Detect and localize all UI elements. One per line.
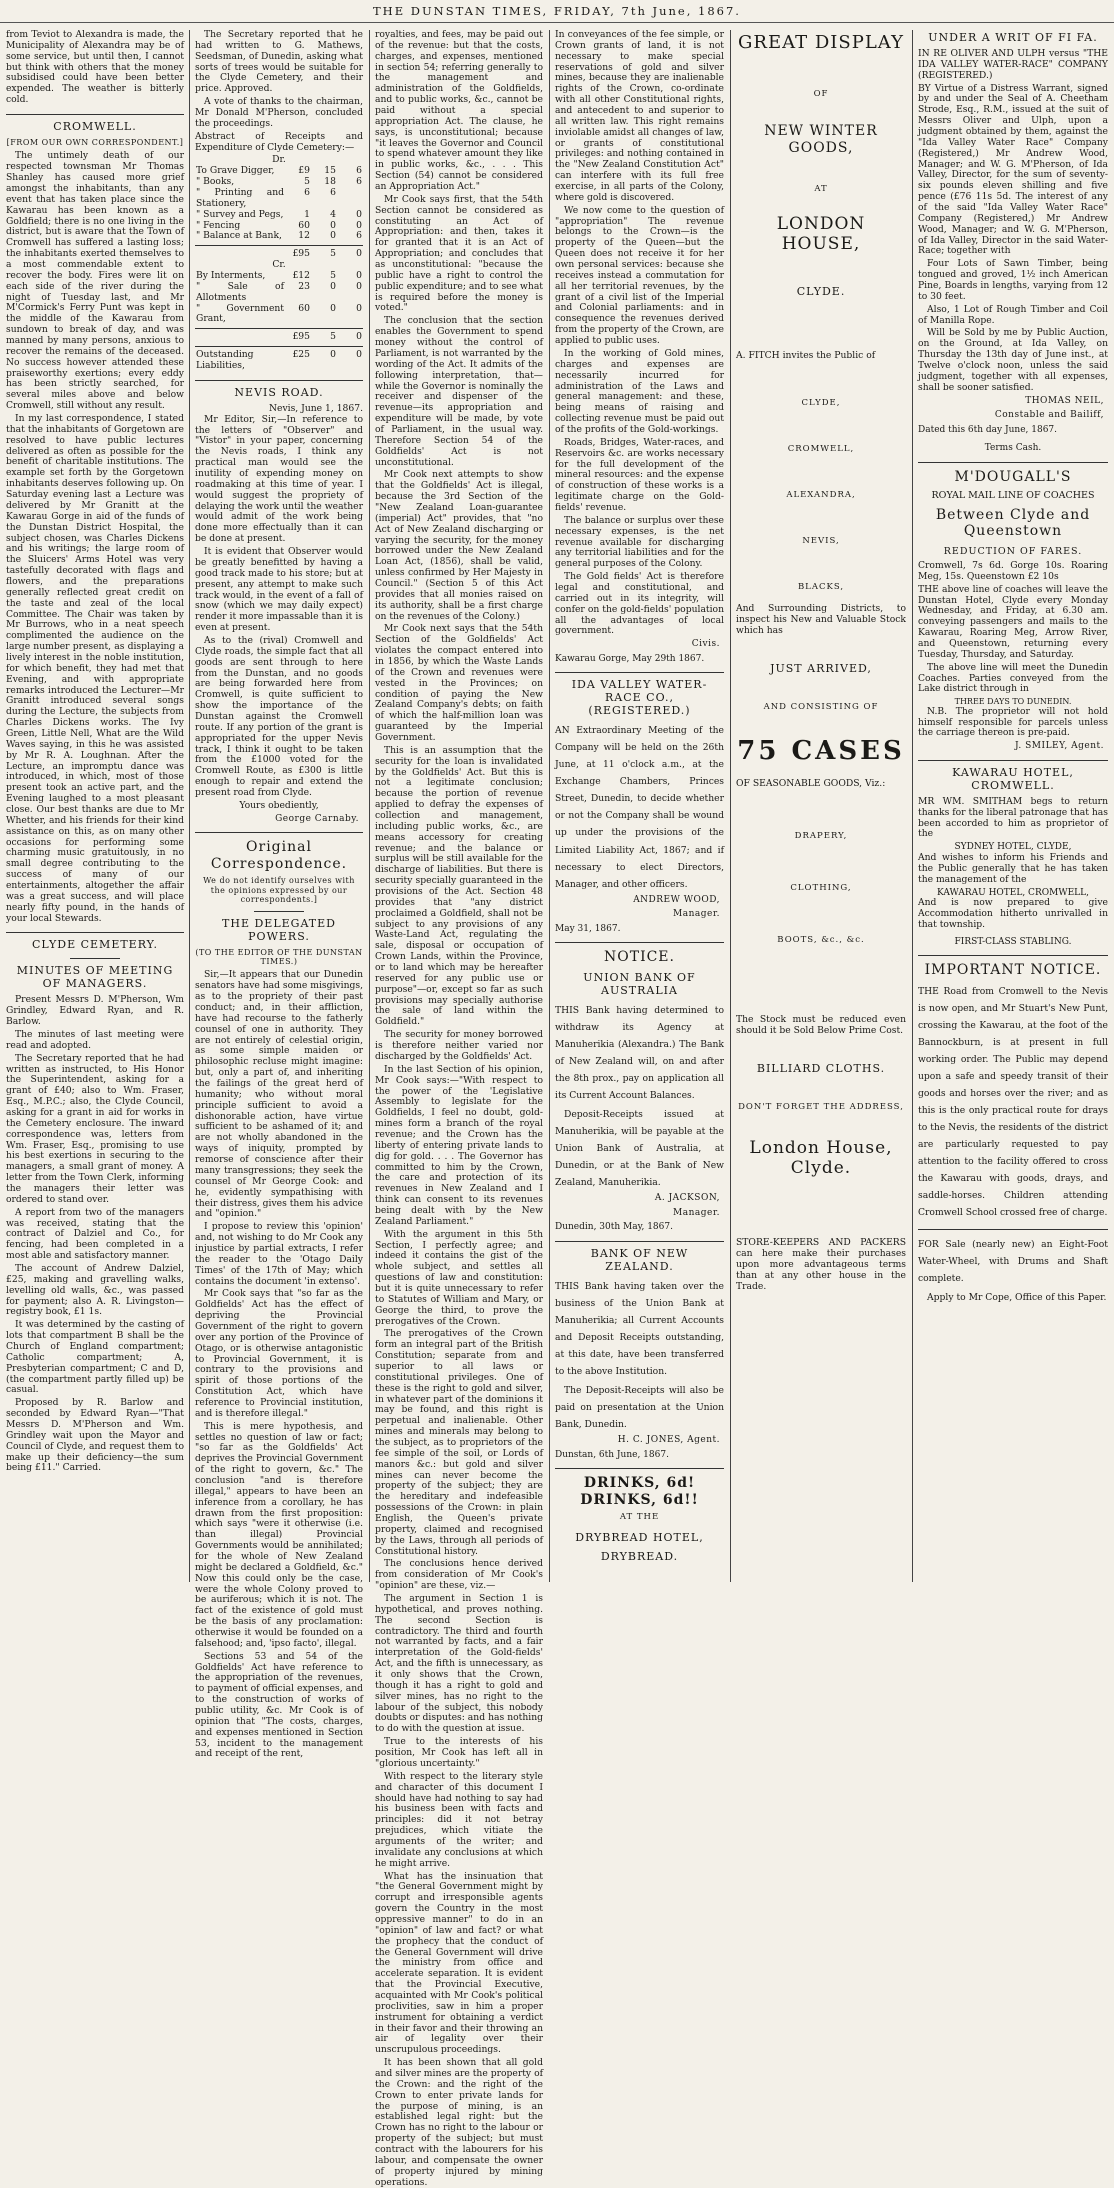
ad-text: And wishes to inform his Friends and the Public generally that he has taken the management of the [918, 851, 1108, 885]
accounts-title: Abstract of Receipts and Expenditure of Clyde Cemetery:— [195, 130, 363, 153]
article-text: Sections 53 and 54 of the Goldfields' Act have reference to the appropriation of the revenues, to payment of official expenses, and to the construction of works of public utility, &c. Mr Cook is of opinion that "The costs, charges, and expenses mentioned in Section 53, incident to the management and receipt of the rent, [195, 1650, 363, 1760]
account-label: " Printing and Stationery, [196, 187, 284, 209]
amount-pence: 6 [356, 230, 362, 242]
article-text: Sir,—It appears that our Dunedin senators have had some misgivings, as to the propriety of their past conduct; and, in their affliction, have had recourse to the fatherly counsel of one in authority. They are not entirely of celestial origin, as some simple maiden or philosophic recluse might imagine: but, only a part of, and inheriting the failings of the great herd of humanity; who without moral principle sufficient to avoid a dishonorable action, have virtue sufficient to be ashamed of it; and are not wholly abandoned in the ways of iniquity, prompted by remorse of conscience after their many transgressions; they seek the counsel of Mr George Cook: and he, evidently sympathising with their distress, gives them his advice and "opinion." [195, 969, 363, 1220]
article-text: In conveyances of the fee simple, or Crown grants of land, it is not necessary to make special reservations of gold and silver mines, because they are inalienable rights of the Crown, co-ordinate with all other Constitutional rights, and antecedent to and superior to all written law. This right remains inviolable amidst all changes of law, or grants of constitutional privileges: and nothing contained in the "New Zealand Constitution Act" can interfere with its full free exercise, in all parts of the Colony, where gold is discovered. [555, 29, 724, 203]
place-name: ALEXANDRA, [786, 490, 856, 501]
amount-pence: 6 [356, 165, 362, 177]
total-pounds: £95 [292, 331, 310, 343]
article-text: A report from two of the managers was received, stating that the contract of Dalziel and Co., for fencing, had been completed in a most able and satisfactory manner. [6, 1206, 184, 1262]
ad-heading: DRINKS, 6d! DRINKS, 6d!! [580, 1475, 699, 1508]
amount-pounds: 6 [304, 187, 310, 199]
total-shillings: 5 [330, 331, 336, 343]
divider [555, 1241, 724, 1242]
article-text: It is evident that Observer would be greatly benefitted by having a good track made to his store; but at present, any attempt to make such track would, in the event of a fall of snow (which we may daily expect) render it more impassable than it is even at present. [195, 546, 363, 634]
amount-pence: 0 [356, 270, 362, 282]
ad-heading: UNDER A WRIT OF FI FA. [928, 31, 1098, 44]
ad-text: Deposit-Receipts issued at Manuherikia, will be payable at the Union Bank of Australia, at Dunedin, or at the Bank of New Zealand, Manuherikia. [555, 1108, 724, 1188]
letter-closing: Yours obediently, [239, 799, 319, 811]
total-shillings: 0 [330, 349, 336, 361]
article-text: A vote of thanks to the chairman, Mr Donald M'Pherson, concluded the proceedings. [195, 96, 363, 129]
ad-text: KAWARAU HOTEL, CROMWELL, [937, 887, 1089, 898]
amount-pence: 6 [356, 176, 362, 188]
ad-text: FOR Sale (nearly new) an Eight-Foot Water-Wheel, with Drums and Shaft complete. [918, 1239, 1108, 1285]
amount-pounds: £12 [292, 270, 310, 282]
article-text: We now come to the question of "appropriation" The revenue belongs to the Crown—is the property of the Queen—but the Queen does not receive it for her own personal services: because she receives instead a commutation for all her territorial revenues, by the grant of a civil list of the Imperial and Colonial parliaments: and in consequence the revenues derived from the property of the Crown, are applied to public uses. [555, 204, 724, 347]
ad-heading: JUST ARRIVED, [770, 661, 872, 675]
ad-text: And is now prepared to give Accommodation hitherto unrivalled in that township. [918, 897, 1108, 930]
article-text: In my last correspondence, I stated that the inhabitants of Gorgetown are resolved to have public lectures delivered as often as possible for the benefit of charitable institutions. The example set forth by the Gorgetown inhabitants deserves following up. On Saturday evening last a Lecture was delivered by Mr Granitt at the Kawarau Gorge in aid of the funds of the Dunstan District Hospital, the subject chosen, was Charles Dickens and his writings; the large room of the Sluicers' Arms Hotel was very tastefully decorated with flags and flowers, and the preparations generally reflected great credit on the taste and zeal of the local Committee. The Chair was taken by Mr Burrows, who in a neat speech complimented the audience on the large number present, as displaying a lively interest in the noble institution, for which benefit, they had met that Evening, and with appropriate remarks introduced the Lecturer—Mr Granitt introduced several songs during the Lecture, the subjects from Charles Dickens works. The Ivy Green, Little Nell, What are the Wild Waves saying, in this he was assisted by Mr R. A. Loughnan. After the Lecture, an impromptu dance was introduced, in which, most of those present took an active part, and the Evening laughed to a most pleasant close. Our best thanks are due to Mr Whetter, and his friends for their kind assistance on this, as on many other occasions for performing some charming music gratuitously, in no small degree contributing to the success of many of our entertainments, altogether the affair was a great success, and will place nearly fifty pound, in the hands of your local Stewards. [6, 413, 184, 924]
article-text: This is mere hypothesis, and settles no question of law or fact; "so far as the Goldfields' Act deprives the Provincial Government of the right to govern, &c." The conclusion "and is therefore illegal," appears to have been an inference from a corollary, he has drawn from the first proposition: which says "were it otherwise (i.e. than illegal) Provincial Governments would be annihilated; for the whole of New Zealand might be declared a Goldfield, &c." Now this could only be the case, were the whole Colony proved to be auriferous; which it is not. The fact of the existence of gold must be the basis of any proclamation: otherwise it would be founded on a falsehood; and, 'ipso facto', illegal. [195, 1420, 363, 1649]
dateline: Dunedin, 30th May, 1867. [555, 1222, 673, 1233]
account-label: " Fencing [196, 219, 241, 231]
ad-text: STORE-KEEPERS AND PACKERS can here make their purchases upon more advantageous terms than at any other house in the Trade. [736, 1237, 906, 1292]
ad-heading: IDA VALLEY WATER-RACE CO., (REGISTERED.) [571, 678, 708, 718]
dateline: May 31, 1867. [555, 923, 621, 934]
ad-text: BY Virtue of a Distress Warrant, signed by and under the Seal of A. Cheetham Strode, Esq., R.M., issued at the suit of Messrs Oliver and Ulph, upon a judgment obtained by them, against the "Ida Valley Water Race" Company (Registered,) Mr Andrew Wood, Manager; and W. G. M'Pherson, of Ida Valley, Director, for the sum of seventy-six pounds eleven shilling and five pence (£76 11s 5d. The interest of any of the said "Ida Valley Water Race" Company (Registered,) Mr Andrew Wood, Manager; and W. G. M'Pherson, of Ida Valley, Director in the said Water-Race; together with [918, 82, 1108, 257]
signature-title: Manager. [672, 909, 720, 920]
signature: ANDREW WOOD, [633, 894, 720, 905]
column-rule [912, 30, 913, 1582]
amount-pounds: 1 [304, 208, 310, 220]
divider [195, 380, 363, 381]
divider [195, 346, 363, 347]
divider [918, 760, 1108, 761]
ad-text: And Surrounding Districts, to inspect his New and Valuable Stock which has [736, 603, 906, 637]
ad-heading: DRYBREAD HOTEL, [575, 1531, 704, 1545]
article-text: In the last Section of his opinion, Mr Cook says:—"With respect to the power of the 'Legislative Assembly to legislate for the Goldfields, I feel no doubt, gold-mines form a branch of the royal revenue; and the Crown has the liberty of entering private lands to dig for gold. . . . The Governor has committed to him by the Crown, the care and protection of its revenues in New Zealand and I think can consent to its revenues being dealt with by the New Zealand Parliament." [375, 1063, 543, 1227]
amount-pounds: 12 [298, 230, 310, 242]
ad-text: SYDNEY HOTEL, CLYDE, [954, 842, 1072, 853]
column-4 [555, 30, 724, 1582]
account-row [195, 231, 363, 242]
masthead: THE DUNSTAN TIMES, FRIDAY, 7th June, 1867. [0, 0, 1114, 23]
divider [6, 114, 184, 115]
total-pence: 0 [356, 349, 362, 361]
amount-pounds: 60 [298, 219, 310, 231]
article-text: The Secretary reported that he had written to G. Mathews, Seedsman, of Dunedin, asking what sorts of trees would be suitable for the Clyde Cemetery, and their price. Approved. [195, 29, 363, 95]
article-text: True to the interests of his position, Mr Cook has left all in "glorious uncertainty." [375, 1736, 543, 1769]
amount-pence: 0 [356, 219, 362, 231]
ad-text: AT THE [619, 1512, 660, 1523]
account-label: " Books, [196, 176, 235, 188]
signature-title: Constable and Bailiff, [994, 410, 1104, 421]
total-pence: 0 [356, 331, 362, 343]
place-name: CROMWELL, [787, 444, 855, 455]
account-label: " Survey and Pegs, [196, 208, 284, 220]
column-5 [736, 30, 906, 1582]
amount-pence: 0 [356, 280, 362, 292]
article-text: The balance or surplus over these necessary expenses, is the net revenue available for discharging any territorial liabilities and for the general purposes of the Colony. [555, 514, 724, 570]
account-label: " Sale of Allotments [196, 280, 284, 303]
amount-shillings: 0 [330, 230, 336, 242]
section-heading: Original Correspondence. [210, 839, 348, 872]
ad-text: A. FITCH invites the Public of [736, 350, 876, 362]
ad-text: AND CONSISTING OF [763, 701, 879, 712]
article-text: With the argument in this 5th Section, I perfectly agree; and indeed it contains the gist of the whole subject, and settles all questions of law and constitution: but it is quite unnecessary to refer to Statutes of William and Mary, or George the third, to prove the prerogatives of the Crown. [375, 1228, 543, 1327]
ad-heading: NEW WINTER GOODS, [764, 123, 878, 156]
amount-shillings: 18 [324, 176, 336, 188]
credit-label: Cr. [272, 259, 286, 271]
divider [254, 911, 304, 912]
place-name: CLYDE, [801, 398, 841, 409]
column-rule [730, 30, 731, 1582]
section-subheading: (TO THE EDITOR OF THE DUNSTAN TIMES.) [195, 947, 363, 967]
article-text: The Gold fields' Act is therefore legal and constitutional, and carried out in its integrity, will confer on the gold-fields' population all the advantages of local government. [555, 571, 724, 637]
ad-heading: Between Clyde and Queenstown [935, 506, 1091, 540]
account-row [195, 304, 363, 326]
ad-text: Cromwell, 7s 6d. Gorge 10s. Roaring Meg, 15s. Queenstown £2 10s [918, 560, 1108, 582]
article-text: As to the (rival) Cromwell and Clyde roads, the simple fact that all goods are sent through to here from the Dunstan, and no goods are being forwarded here from Cromwell, is quite sufficient to show the importance of the Dunstan against the Cromwell route. If any portion of the grant is appropriated for the upper Nevis track, I think it ought to be taken from the £1000 voted for the Cromwell Route, as £300 is little enough to repair and extend the present road from Clyde. [195, 634, 363, 798]
account-row [195, 188, 363, 210]
section-heading: CLYDE CEMETERY. [31, 938, 158, 952]
article-text: This is an assumption that the security for the loan is invalidated by the Goldfields' Act. But this is not a legitimate conclusion; because the portion of revenue applied to defray the expenses of collection and management, including public works, &c., are means accessory for creating revenue; and the balance or surplus will be still available for the discharge of liabilities. But there is security specially guaranteed in the provisions of the Act. Section 48 provides that "any district proclaimed a Goldfield, shall not be subject to any provisions of any Waste-Land Act, regulating the sale, disposal or occupation of Crown Lands, within the Province, or to land which may be hereafter reserved for any public use or purpose"—or, except so far as such provisions may specially authorise the sale of land within the Goldfield." [375, 744, 543, 1028]
ad-heading: M'DOUGALL'S [954, 469, 1072, 486]
amount-shillings: 0 [330, 219, 336, 231]
ad-text: Terms Cash. [984, 443, 1042, 454]
article-text: In the working of Gold mines, charges and expenses are necessarily incurred for administration of the Laws and general management: and these, being means of raising and collecting revenue must be paid out of the profits of the Gold-workings. [555, 347, 724, 435]
outstanding-label: Outstanding Liabilities, [196, 349, 254, 372]
article-text: Mr Cook next attempts to show that the Goldfields' Act is illegal, because the 3rd Section of the "New Zealand Loan-guarantee (imperial) Act" provides, that "no Act of New Zealand discharging or varying the security, for the money borrowed under the New Zealand Loan Act, (1856), shall be valid, unless confirmed by Her Majesty in Council." (Section 5 of this Act provides that all monies raised on its authority, shall be a first charge on the revenues of the Colony.) [375, 469, 543, 622]
amount-pounds: 5 [304, 176, 310, 188]
column-rule [549, 30, 550, 1582]
ad-text: OF [813, 89, 829, 100]
ad-text: IN RE OLIVER AND ULPH versus "THE IDA VALLEY WATER-RACE" COMPANY (REGISTERED.) [918, 47, 1108, 81]
dateline: Kawarau Gorge, May 29th 1867. [555, 653, 705, 664]
column-rule [369, 30, 370, 1582]
total-pence: 0 [356, 248, 362, 260]
signature: Civis. [691, 639, 720, 650]
signature: H. C. JONES, Agent. [617, 1434, 720, 1445]
section-heading: MINUTES OF MEETING OF MANAGERS. [16, 964, 174, 991]
outstanding-liabilities [195, 350, 363, 372]
total-pounds: £25 [292, 349, 310, 361]
article-text: The untimely death of our respected townsman Mr Thomas Shanley has caused more grief amongst the inhabitants, than any event that has taken place since the Kawarau has been known as a Goldfield; there is no one living in the district, but is aware that the Town of Cromwell has suffered a lasting loss; the inhabitants exerted themselves to a most commendable extent to recover the body. Fires were lit on each side of the river during the night of Tuesday last, and Mr M'Cormick's Ferry Punt was kept in the middle of the Kawarau from sundown to break of day, and was manned by many persons, anxious to recover the remains of the deceased. No success however attended these praiseworthy exertions; every eddy has been strictly searched, for several miles above and below Cromwell, still without any result. [6, 150, 184, 412]
ad-heading: IMPORTANT NOTICE. [924, 962, 1102, 979]
place-name: BLACKS, [797, 582, 845, 593]
article-text: Proposed by R. Barlow and seconded by Edward Ryan—"That Messrs D. M'Pherson and Wm. Grindley wait upon the Mayor and Council of Clyde, and request them to make up their deficiency—the sum being £11." Carried. [6, 1397, 184, 1474]
article-text: Mr Cook next says that the 54th Section of the Goldfields' Act violates the compact entered into in 1856, by which the Waste Lands of the Crown and revenues were vested in the Provinces; on condition of paying the New Zealand Company's debts; on faith of which the half-million loan was guaranteed by the Imperial Government. [375, 623, 543, 743]
amount-shillings: 4 [330, 208, 336, 220]
account-row [195, 282, 363, 304]
credit-table [195, 271, 363, 325]
ad-heading: CLYDE. [796, 285, 846, 299]
ad-text: THIS Bank having taken over the business of the Union Bank at Manuherikia; all Current Accounts and Deposit Receipts outstanding, at this date, have been transferred to the above Institution. [555, 1280, 724, 1377]
goods-item: BOOTS, &c., &c. [777, 935, 865, 946]
ad-text: The Deposit-Receipts will also be paid on presentation at the Union Bank, Dunedin. [555, 1384, 724, 1430]
article-text: Roads, Bridges, Water-races, and Reservoirs &c. are works necessary for the full development of the mineral resources: and the expense of construction of these works is a legitimate charge on the Gold-fields' revenue. [555, 436, 724, 513]
column-3 [375, 29, 543, 2188]
article-text: The argument in Section 1 is hypothetical, and proves nothing. The second Section is contradictory. The third and fourth not warranted by facts, and a fair interpretation of the Gold-fields' Act, and the fifth is unnecessary, as it only shows that the Crown, though it has a right to gold and silver mines, has no right to the labour of the subject, this nobody doubts or disputes: and has nothing to do with the question at issue. [375, 1593, 543, 1735]
article-text: The Secretary reported that he had written as instructed, to His Honor the Superintendent, asking for a grant of £40; also to Wm. Fraser, Esq., M.P.C.; also, the Clyde Council, asking for a grant in aid for works in the Cemetery enclosure. The inward correspondence was, letters from Wm. Fraser, Esq., promising to use his best exertions in securing to the managers, a small grant of money. A letter from the Town Clerk, informing the managers their letter was ordered to stand over. [6, 1052, 184, 1205]
divider [555, 672, 724, 673]
article-text: It was determined by the casting of lots that compartment B shall be the Church of England compartment; Catholic compartment; A, Presbyterian compartment; C and D, (the compartment partly filled up) be casual. [6, 1319, 184, 1396]
article-text: from Teviot to Alexandra is made, the Municipality of Alexandra may be of some service, but until then, I cannot but think with others that the money subsidised could have been better expended. The weather is bitterly cold. [6, 29, 184, 106]
signature-title: Manager. [672, 1207, 720, 1218]
ad-text: The Stock must be reduced even should it be Sold Below Prime Cost. [736, 1014, 906, 1037]
amount-shillings: 6 [330, 187, 336, 199]
account-label: " Balance at Bank, [196, 230, 282, 242]
divider [195, 245, 363, 246]
ad-text: AN Extraordinary Meeting of the Company will be held on the 26th June, at 11 o'clock a.m., at the Exchange Chambers, Princes Street, Dunedin, to decide whether or not the Company shall be wound up under the provisions of the Limited Liability Act, 1867; and if necessary to elect Directors, Manager, and other officers. [555, 725, 724, 890]
goods-item: CLOTHING, [790, 883, 852, 894]
debit-table [195, 166, 363, 242]
section-heading: CROMWELL. [53, 120, 137, 134]
dateline: Dunstan, 6th June, 1867. [555, 1449, 669, 1460]
amount-shillings: 5 [330, 270, 336, 282]
article-text: With respect to the literary style and character of this document I should have had nothing to say had his business been with facts and principles: did it not betray prejudices, which vitiate the arguments of the writer; and invalidate any conclusions at which he might arrive. [375, 1770, 543, 1869]
article-text: Mr Cook says first, that the 54th Section cannot be considered as constituting an Act of Appropriation: and then, takes it for granted that it is an Act of Appropriation; and concludes that as unconstitutional: "because the public have a right to control the public expenditure; and to see what is required before the money is voted." [375, 193, 543, 314]
article-text: royalties, and fees, may be paid out of the revenue: but that the costs, charges, and expenses, mentioned in section 54; referring generally to the management and administration of the Goldfields, and to public works, &c., cannot be paid without a special appropriation Act. The clause, he says, is unconstitutional; because "it leaves the Governor and Council to spend whatever amount they like in public works, &c., . . . This Section (54) cannot be considered an Appropriation Act." [375, 29, 543, 193]
ad-heading: UNION BANK OF AUSTRALIA [583, 970, 696, 997]
amount-shillings: 0 [330, 302, 336, 314]
article-text: The conclusion that the section enables the Government to spend money without the control of Parliament, is not warranted by the wording of the Act. It admits of the following interpretation, that—while the Governor is nominally the receiver and dispenser of the revenue—its appropriation and expenditure will be made, by vote of Parliament, in the usual way. Therefore Section 54 of the Goldfields' Act is not unconstitutional. [375, 315, 543, 468]
ad-text: Will be Sold by me by Public Auction, on the Ground, at Ida Valley, on Thursday the 13th day of June inst., at Twelve o'clock noon, unless the said judgment, together with all expenses, shall be sooner satisfied. [918, 327, 1108, 393]
ad-heading: DRYBREAD. [600, 1550, 679, 1564]
divider [555, 942, 724, 943]
ad-text: Apply to Mr Cope, Office of this Paper. [927, 1292, 1107, 1304]
place-list [736, 398, 906, 592]
ad-text: MR WM. SMITHAM begs to return thanks for the liberal patronage that has been accorded to him as proprietor of the [918, 795, 1108, 840]
total-shillings: 5 [330, 248, 336, 260]
ad-text: The above line will meet the Dunedin Coaches. Parties conveyed from the Lake district through in [918, 661, 1108, 695]
debit-label: Dr. [272, 154, 286, 166]
column-rule [189, 30, 190, 1582]
divider [6, 932, 184, 933]
dateline: Nevis, June 1, 1867. [268, 402, 363, 414]
divider [555, 1468, 724, 1469]
ad-text: DON'T FORGET THE ADDRESS, [738, 1102, 904, 1113]
divider [195, 328, 363, 329]
dateline: Dated this 6th day June, 1867. [918, 424, 1058, 435]
article-text: I propose to review this 'opinion' and, not wishing to do Mr Cook any injustice by partial extracts, I refer the reader to the 'Otago Daily Times' of the 17th of May; which contains the document 'in extenso'. [195, 1221, 363, 1287]
place-name: NEVIS, [802, 536, 840, 547]
ad-text: N.B. The proprietor will not hold himself responsible for parcels unless the carriage thereon is pre-paid. [918, 705, 1108, 739]
ad-heading: LONDON HOUSE, [776, 214, 866, 255]
column-6 [918, 30, 1108, 1582]
signature: George Carnaby. [275, 813, 359, 824]
section-heading: THE DELEGATED POWERS. [222, 916, 336, 943]
article-text: The account of Andrew Dalziel, £25, making and gravelling walks, levelling old walls, &c., was passed for payment; also A. R. Livingston—registry book, £1 1s. [6, 1262, 184, 1318]
goods-item: DRAPERY, [794, 831, 848, 842]
article-text: The minutes of last meeting were read and adopted. [6, 1028, 184, 1051]
article-text: Mr Cook says that "so far as the Goldfields' Act has the effect of depriving the Provincial Government of the right to govern over any portion of the Province of Otago, or is otherwise antagonistic to Provincial Government, it is contrary to the provisions and spirit of those portions of the Constitution Act, which have reference to Provincial institution, and is therefore illegal." [195, 1288, 363, 1419]
ad-text: THE Road from Cromwell to the Nevis is now open, and Mr Stuart's New Punt, crossing the Kawarau, at the foot of the Bannockburn, is at present in full working order. The Public may depend upon a safe and speedy transit of their goods and horses over the river; and as this is the only practical route for drays to the Nevis, the residents of the district are particularly requested to pay attention to the facility offered to cross the Kawarau with goods, drays, and saddle-horses. Children attending Cromwell School crossed free of charge. [918, 985, 1108, 1219]
article-text: Mr Editor, Sir,—In reference to the letters of "Observer" and "Vistor" in your paper, concerning the Nevis roads, I think any practical man would see the inutility of expending money on roadmaking at this time of year. I would suggest the propriety of delaying the work until the weather would admit of the work being done more effectually than it can be done at present. [195, 413, 363, 545]
account-label: " Government Grant, [196, 302, 284, 325]
ad-text: AT [814, 184, 828, 195]
ad-text: THE above line of coaches will leave the Dunstan Hotel, Clyde every Monday Wednesday, and Friday, at 6.30 am. conveying passengers and mails to the Kawarau, Roaring Meg, Arrow River, and Queenstown, returning every Tuesday, Thursday, and Saturday. [918, 583, 1108, 660]
ad-text: OF SEASONABLE GOODS, Viz.: [736, 777, 886, 789]
column-2 [195, 29, 363, 1760]
amount-pounds: 60 [298, 302, 310, 314]
ad-heading: GREAT DISPLAY [738, 32, 904, 53]
ad-subheading: ROYAL MAIL LINE OF COACHES [931, 489, 1095, 501]
account-label: To Grave Digger, [196, 165, 275, 177]
ad-heading: BANK OF NEW ZEALAND. [590, 1246, 689, 1273]
amount-pence [337, 188, 363, 210]
divider [918, 462, 1108, 463]
account-label: By Interments, [196, 270, 266, 282]
divider [195, 832, 363, 833]
ad-heading: BILLIARD CLOTHS. [756, 1062, 886, 1076]
article-text: It has been shown that all gold and silver mines are the property of the Crown: and the right of the Crown to enter private lands for the purpose of mining, is an established legal right: but the Crown has no right to the labour or property of the subject; but must contract with the labourers for his labour, and compensate the owner of property injured by mining operations. [375, 2057, 543, 2188]
amount-pence: 0 [356, 208, 362, 220]
article-text: The security for money borrowed is therefore neither varied nor discharged by the Goldfields' Act. [375, 1029, 543, 1062]
amount-shillings: 15 [324, 165, 336, 177]
section-heading: NEVIS ROAD. [234, 385, 324, 399]
total-pounds: £95 [292, 248, 310, 260]
goods-list [736, 831, 906, 945]
signature: J. SMILEY, Agent. [1015, 741, 1104, 752]
ad-text: THIS Bank having determined to withdraw its Agency at Manuherikia (Alexandra.) The Bank of New Zealand will, on and after the 8th prox., pay on application all its Current Account Balances. [555, 1004, 724, 1101]
ad-subheading: REDUCTION OF FARES. [943, 545, 1083, 557]
divider [918, 955, 1108, 956]
account-row [195, 210, 363, 221]
ad-heading: 75 CASES [737, 735, 905, 766]
section-subheading: [FROM OUR OWN CORRESPONDENT.] [6, 137, 184, 147]
divider [70, 958, 120, 959]
amount-shillings: 0 [330, 280, 336, 292]
ad-text: FIRST-CLASS STABLING. [954, 936, 1072, 947]
ad-heading: London House, Clyde. [749, 1138, 893, 1179]
amount-pence: 0 [356, 302, 362, 314]
divider [918, 1229, 1108, 1230]
ad-heading: KAWARAU HOTEL, CROMWELL. [952, 765, 1074, 792]
article-text: The prerogatives of the Crown form an integral part of the British Constitution; separate from and superior to all laws or constitutional privileges. One of these is the right to gold and silver, in whatever part of the dominions it may be found, and this right is perpetual and inalienable. Other mines and minerals may belong to the subject, as to proprietors of the fee simple of the soil, or Lords of manors &c.: but gold and silver mines can never become the property of the subject; they are the hereditary and indefeasible possessions of the Crown: in plain English, the Queen's private property, claimed and recognised by the Laws, through all periods of Constitutional history. [375, 1328, 543, 1557]
editorial-note: We do not identify ourselves with the opinions expressed by our correspondents.] [203, 876, 355, 905]
signature: A. JACKSON, [654, 1193, 720, 1203]
credit-total [195, 332, 363, 343]
article-text: What has the insinuation that "the General Government might by corrupt and irresponsible agents govern the Country in the most oppressive manner" to do in an "opinion" of law and fact? or what the prophecy that the conduct of the General Government will drive the ministry from office and accelerate separation. It is evident that the Provincial Executive, acquainted with Mr Cook's political proclivities, saw in him a proper instrument for obtaining a verdict in their favor and their throwing an air of legality over their unscrupulous proceedings. [375, 1870, 543, 2056]
ad-heading: NOTICE. [604, 949, 675, 966]
column-1 [6, 30, 184, 1582]
ad-text: Also, 1 Lot of Rough Timber and Coil of Manilla Rope. [918, 303, 1108, 326]
article-text: The conclusions hence derived from consideration of Mr Cook's "opinion" are these, viz.— [375, 1558, 543, 1592]
signature: THOMAS NEIL, [1025, 395, 1104, 406]
amount-pounds: £9 [298, 165, 310, 177]
article-text: Present Messrs D. M'Pherson, Wm Grindley, Edward Ryan, and R. Barlow. [6, 994, 184, 1028]
ad-text: Four Lots of Sawn Timber, being tongued and groved, 1½ inch American Pine, Boards in lengths, varying from 12 to 30 feet. [918, 258, 1108, 302]
ad-text: THREE DAYS TO DUNEDIN. [954, 697, 1072, 707]
amount-pounds: 23 [298, 280, 310, 292]
